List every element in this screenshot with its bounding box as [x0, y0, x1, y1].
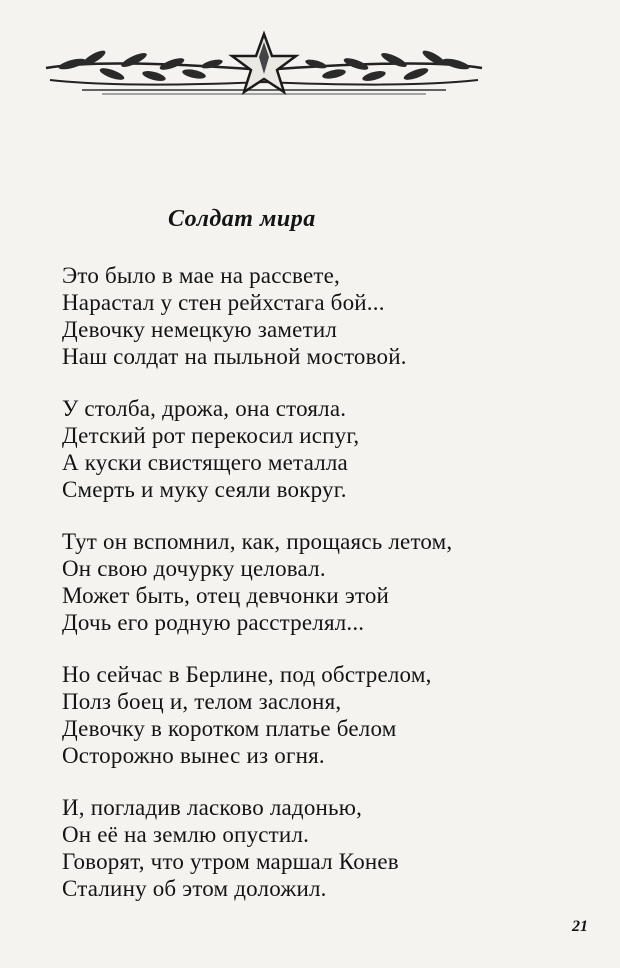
stanza: [62, 528, 562, 636]
poem-line: Девочку в коротком платье белом: [62, 716, 397, 741]
poem-line: Может быть, отец девчонки этой: [62, 583, 390, 608]
poem-line: А куски свистящего металла: [62, 450, 348, 475]
stanza: [62, 395, 562, 503]
poem-line: Дочь его родную расстрелял...: [62, 610, 365, 635]
poem-line: Но сейчас в Берлине, под обстрелом,: [62, 662, 432, 687]
poem-title: Солдат мира: [168, 206, 316, 232]
poem-line: Детский рот перекосил испуг,: [62, 423, 360, 448]
laurel-star-ornament-icon: [42, 30, 486, 100]
poem-body: [62, 262, 562, 927]
poem-line: Сталину об этом доложил.: [62, 876, 327, 901]
poem-line: Это было в мае на рассвете,: [62, 263, 340, 288]
poem-line: Полз боец и, телом заслоня,: [62, 689, 342, 714]
stanza: [62, 661, 562, 769]
poem-line: Он свою дочурку целовал.: [62, 556, 326, 581]
stanza: [62, 794, 562, 902]
page-number: 21: [572, 918, 588, 935]
poem-line: Девочку немецкую заметил: [62, 317, 338, 342]
poem-line: Осторожно вынес из огня.: [62, 743, 325, 768]
poem-line: Смерть и муку сеяли вокруг.: [62, 477, 347, 502]
poem-line: У столба, дрожа, она стояла.: [62, 396, 347, 421]
stanza: [62, 262, 562, 370]
poem-line: Нарастал у стен рейхстага бой...: [62, 290, 385, 315]
poem-line: И, погладив ласково ладонью,: [62, 795, 363, 820]
poem-line: Тут он вспомнил, как, прощаясь летом,: [62, 529, 453, 554]
poem-line: Наш солдат на пыльной мостовой.: [62, 344, 407, 369]
poem-line: Он её на землю опустил.: [62, 822, 310, 847]
poem-line: Говорят, что утром маршал Конев: [62, 849, 399, 874]
